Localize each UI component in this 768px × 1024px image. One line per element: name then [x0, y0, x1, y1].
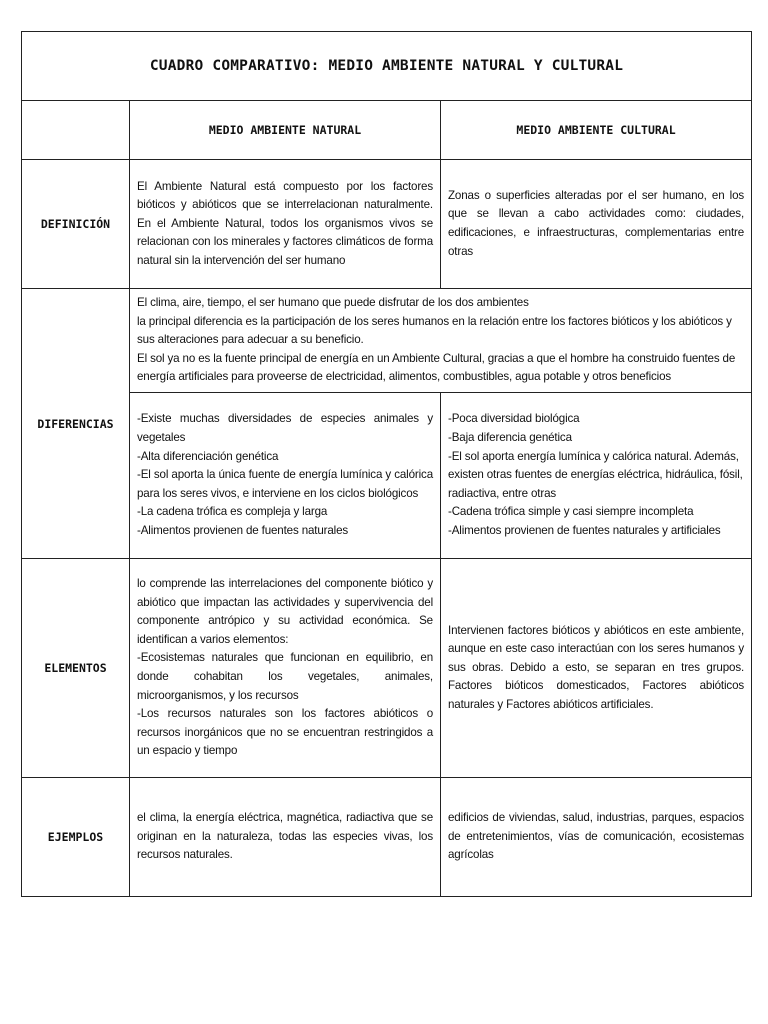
- row-label-elementos: ELEMENTOS: [22, 559, 130, 778]
- diferencias-general-line: la principal diferencia es la participación de los seres humanos en la relación entre los factores bióticos y los abióticos y sus alteraciones para adecuar a su beneficio.: [137, 314, 732, 347]
- row-label-ejemplos: EJEMPLOS: [22, 778, 130, 897]
- empty-corner-cell: [22, 101, 130, 160]
- diferencias-general-line: El sol ya no es la fuente principal de energía en un Ambiente Cultural, gracias a que el hombre ha construido fuentes de energía artificiales para proveerse de electricidad, alimentos, combustibles, agua potable y otros beneficios: [137, 351, 736, 384]
- table-title: CUADRO COMPARATIVO: MEDIO AMBIENTE NATURAL Y CULTURAL: [22, 32, 752, 101]
- list-item: -Alimentos provienen de fuentes naturales: [137, 523, 349, 537]
- ejemplos-natural-cell: el clima, la energía eléctrica, magnética, radiactiva que se originan en la naturaleza, todas las especies vivas, los recursos naturales.: [130, 778, 441, 897]
- diferencias-cultural-cell: [441, 393, 752, 559]
- comparison-table: [21, 31, 752, 897]
- list-item: -Baja diferencia genética: [448, 431, 572, 445]
- row-label-definicion: DEFINICIÓN: [22, 160, 130, 289]
- list-item: -Existe muchas diversidades de especies animales y vegetales: [137, 412, 433, 445]
- list-item: -Alimentos provienen de fuentes naturales y artificiales: [448, 523, 721, 537]
- definicion-cultural-cell: Zonas o superficies alteradas por el ser humano, en los que se llevan a cabo actividades como: ciudades, edificaciones, e infraestructuras, complementarias entre otras: [441, 160, 752, 289]
- diferencias-general-cell: [130, 289, 752, 393]
- column-header-natural: MEDIO AMBIENTE NATURAL: [130, 101, 441, 160]
- definicion-natural-cell: El Ambiente Natural está compuesto por los factores bióticos y abióticos que se interrelacionan naturalmente. En el Ambiente Natural, todos los organismos vivos se relacionan con los minerales y factores climáticos de forma natural sin la intervención del ser humano: [130, 160, 441, 289]
- list-item: -Alta diferenciación genética: [137, 449, 279, 463]
- list-item: -El sol aporta la única fuente de energía lumínica y calórica para los seres vivos, e interviene en los ciclos biológicos: [137, 468, 433, 500]
- diferencias-detail-row: [22, 393, 752, 559]
- column-header-cultural: MEDIO AMBIENTE CULTURAL: [441, 101, 752, 160]
- elementos-cultural-cell: Intervienen factores bióticos y abióticos en este ambiente, aunque en este caso interactúan con los seres humanos y sus obras. Debido a esto, se separan en tres grupos. Factores bióticos domesticados, Factores abióticos naturales y Factores abióticos artificiales.: [441, 559, 752, 778]
- list-item: -Ecosistemas naturales que funcionan en equilibrio, en donde cohabitan los vegetales, animales, microorganismos, y los recursos: [137, 651, 433, 702]
- list-item: -Poca diversidad biológica: [448, 412, 580, 426]
- diferencias-general-row: [22, 289, 752, 393]
- list-item: -La cadena trófica es compleja y larga: [137, 505, 328, 519]
- list-item: -Cadena trófica simple y casi siempre incompleta: [448, 505, 694, 519]
- title-row: [22, 32, 752, 101]
- diferencias-general-line: El clima, aire, tiempo, el ser humano que puede disfrutar de los dos ambientes: [137, 296, 529, 310]
- elementos-row: [22, 559, 752, 778]
- elementos-natural-cell: [130, 559, 441, 778]
- diferencias-natural-cell: [130, 393, 441, 559]
- column-header-row: [22, 101, 752, 160]
- ejemplos-cultural-cell: edificios de viviendas, salud, industrias, parques, espacios de entretenimientos, vías de comunicación, ecosistemas agrícolas: [441, 778, 752, 897]
- list-item: lo comprende las interrelaciones del componente biótico y abiótico que impactan las actividades y supervivencia del componente antrópico y su actividad económica. Se identifican a varios elementos:: [137, 577, 433, 646]
- row-label-diferencias: DIFERENCIAS: [22, 289, 130, 559]
- list-item: -Los recursos naturales son los factores abióticos o recursos inorgánicos que no se encuentran restringidos a un espacio y tiempo: [137, 707, 433, 758]
- definicion-row: [22, 160, 752, 289]
- list-item: -El sol aporta energía lumínica y calórica natural. Además, existen otras fuentes de energías eléctrica, hidráulica, fósil, radiactiva, entre otras: [448, 449, 743, 500]
- ejemplos-row: [22, 778, 752, 897]
